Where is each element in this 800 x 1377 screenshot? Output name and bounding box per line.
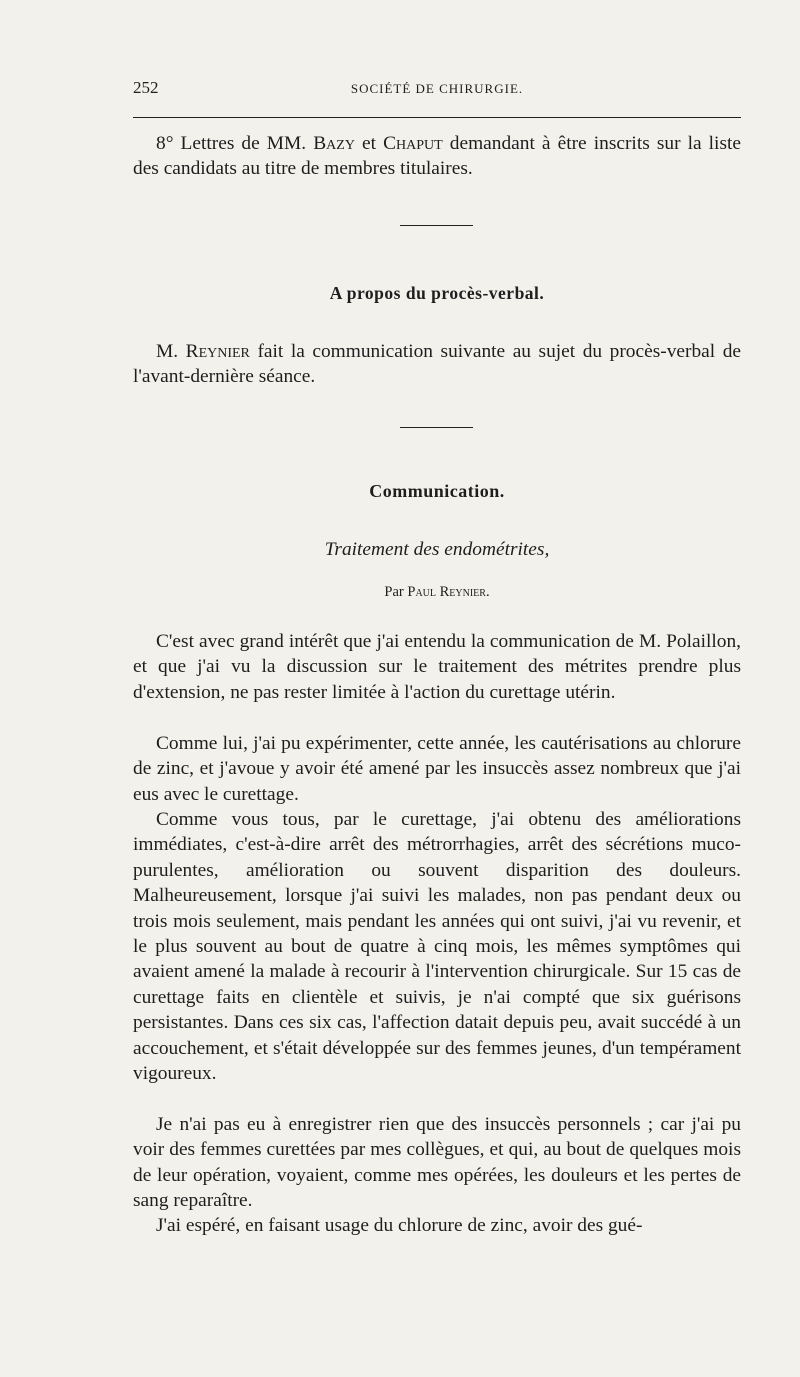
byline-prefix: Par (384, 584, 408, 600)
name-chaput: Chaput (383, 133, 443, 154)
proces-verbal-text: M. (156, 341, 186, 362)
author-name: Paul Reynier. (407, 584, 490, 600)
body-paragraph: Je n'ai pas eu à enregistrer rien que des insuccès personnels ; car j'ai pu voir des femmes curettées par mes collègues, et qui, au bout de quelques mois de leur opération, voyaient, comme mes opérées, les douleurs et les pertes de sang reparaître. (133, 1114, 741, 1212)
body-paragraph: C'est avec grand intérêt que j'ai entendu la communication de M. Polaillon, et que j'ai vu la discussion sur le traitement des métrites prendre plus d'extension, ne pas rester limitée à l'action du curettage utérin. (133, 631, 741, 703)
proces-verbal-paragraph (133, 339, 741, 390)
name-bazy: Bazy (313, 133, 355, 154)
body-paragraph: Comme vous tous, par le curettage, j'ai obtenu des améliorations immédiates, c'est-à-dire arrêt des métrorrhagies, arrêt des sécrétions muco-purulentes, amélioration ou souvent disparition des douleurs. Malheureusement, lorsque j'ai suivi les malades, non pas pendant deux ou trois mois seulement, mais pendant les années qui ont suivi, j'ai vu revenir, et le plus souvent au bout de quatre à cinq mois, les mêmes symptômes qui avaient amené la malade à recourir à l'intervention chirurgicale. Sur 15 cas de curettage faits en clientèle et suivis, je n'ai compté que six guérisons persistantes. Dans ces six cas, l'affection datait depuis peu, avait succédé à un accouchement, et s'était développée sur des femmes jeunes, d'un tempérament vigoureux. (133, 809, 741, 1085)
section-separator (400, 225, 473, 226)
communication-heading: Communication. (369, 481, 505, 501)
section-separator (400, 427, 473, 428)
item-8-text: et (354, 133, 384, 154)
item-8-paragraph (133, 131, 741, 182)
body-paragraph: J'ai espéré, en faisant usage du chlorure de zinc, avoir des gué- (156, 1215, 643, 1236)
running-title: SOCIÉTÉ DE CHIRURGIE. (350, 81, 524, 96)
page-number: 252 (133, 78, 159, 97)
page-header (133, 78, 741, 100)
byline (133, 584, 741, 601)
item-8-text: demandant à être inscrits sur la liste des candidats au titre de membres titulaires. (133, 133, 741, 180)
body-paragraph: Comme lui, j'ai pu expérimenter, cette année, les cautérisations au chlorure de zinc, et j'avoue y avoir été amené par les insuccès assez nombreux que j'ai eus avec le curettage. (133, 733, 741, 805)
name-reynier: Reynier (185, 341, 250, 362)
item-8-text: 8° Lettres de MM. (156, 133, 314, 154)
proces-verbal-heading: A propos du procès-verbal. (329, 283, 545, 303)
article-title: Traitement des endométrites, (324, 539, 550, 560)
proces-verbal-text: fait la communication suivante au sujet du procès-verbal de l'avant-dernière séance. (133, 341, 741, 388)
header-rule (133, 117, 741, 118)
